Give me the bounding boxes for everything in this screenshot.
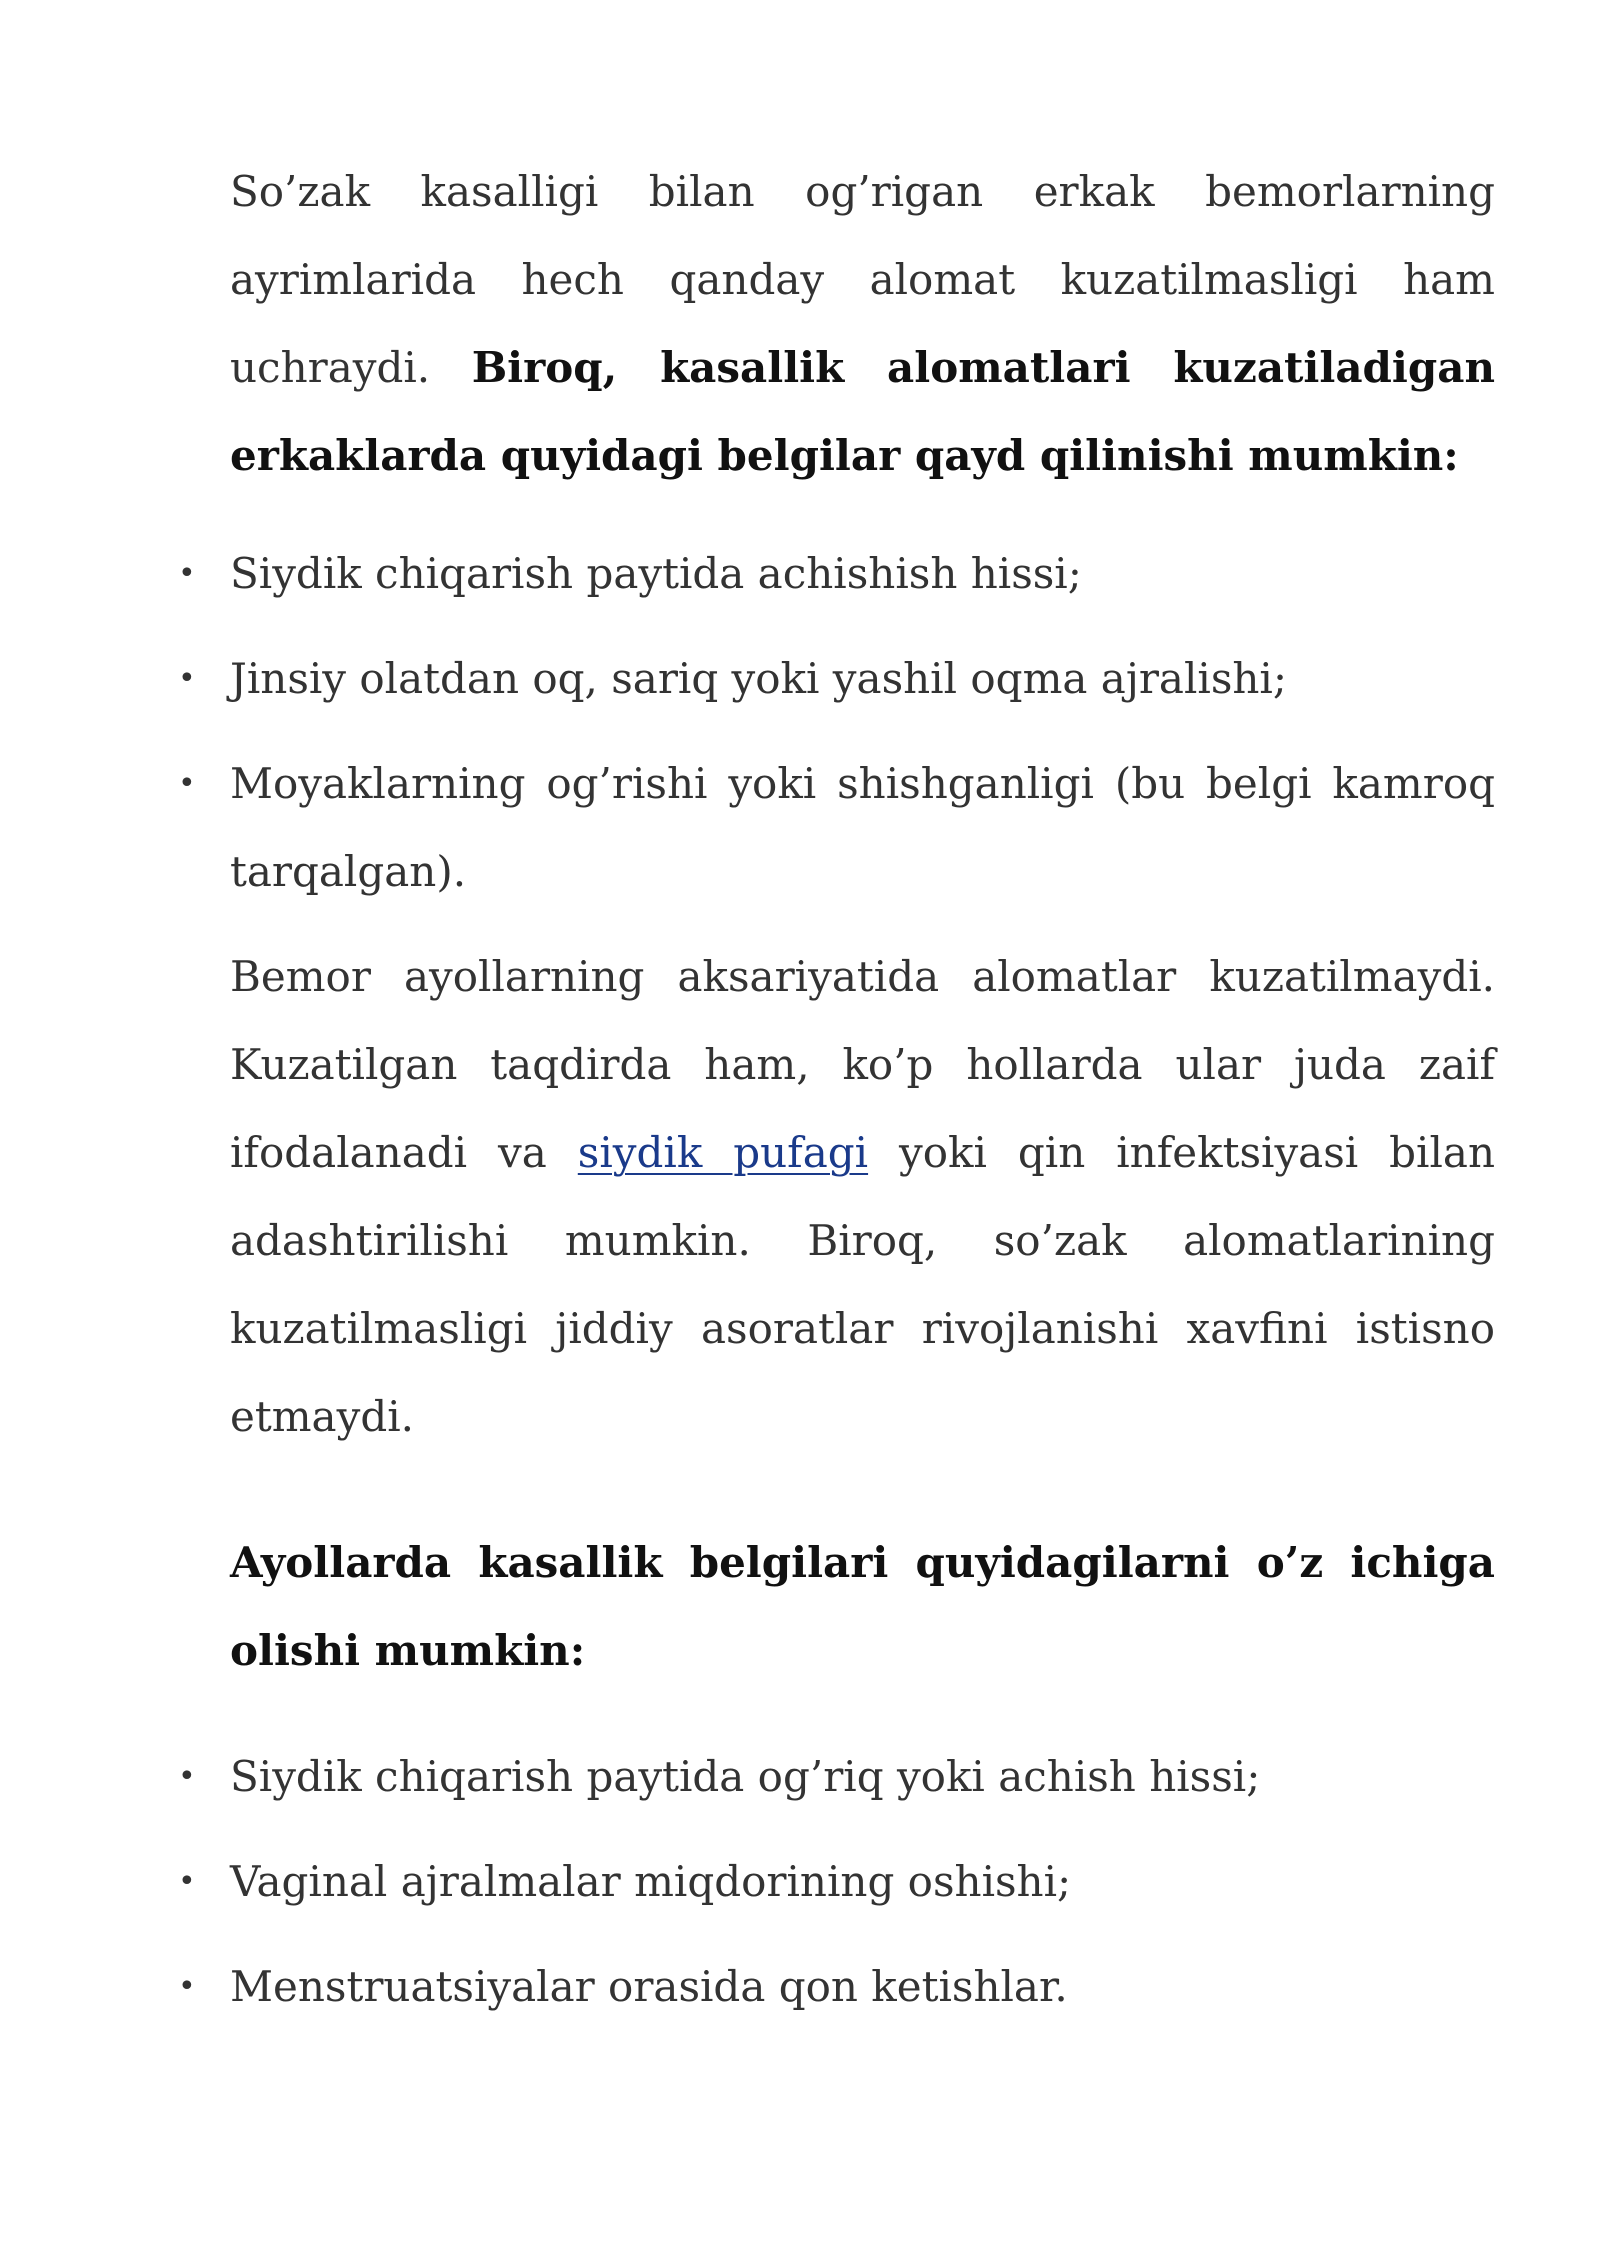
- list-item: [178, 740, 1495, 916]
- intro-text: So’zak kasalligi bilan og’rigan erkak bemorlarning ayrimlarida hech qanday alomat kuzatilmasligi ham uchraydi.: [230, 167, 1495, 392]
- women-intro-paragraph: [230, 933, 1495, 1461]
- list-item: [178, 530, 1495, 618]
- list-item: [178, 635, 1495, 723]
- list-item-text: Jinsiy olatdan oq, sariq yoki yashil oqma ajralishi;: [230, 654, 1288, 703]
- bullet-icon: •: [178, 1969, 196, 2004]
- list-item-text: Siydik chiqarish paytida achishish hissi;: [230, 549, 1082, 598]
- list-item-text: Moyaklarning og’rishi yoki shishganligi (bu belgi kamroq tarqalgan).: [230, 759, 1495, 896]
- bullet-icon: •: [178, 1759, 196, 1794]
- bullet-icon: •: [178, 1864, 196, 1899]
- list-item: [178, 1943, 1495, 2031]
- intro-bold-text: Biroq, kasallik alomatlari kuzatiladigan erkaklarda quyidagi belgilar qayd qilinishi mumkin:: [230, 343, 1495, 480]
- list-item-text: Menstruatsiyalar orasida qon ketishlar.: [230, 1962, 1068, 2011]
- bullet-icon: •: [178, 556, 196, 591]
- bullet-icon: •: [178, 766, 196, 801]
- list-item: [178, 1733, 1495, 1821]
- bladder-link[interactable]: siydik pufagi: [577, 1128, 869, 1177]
- women-intro-text-after: yoki qin infektsiyasi bilan adashtirilishi mumkin. Biroq, so’zak alomatlarining kuzatilmasligi jiddiy asoratlar rivojlanishi xavfini istisno etmaydi.: [230, 1128, 1496, 1441]
- women-symptoms-heading: Ayollarda kasallik belgilari quyidagilarni o’z ichiga olishi mumkin:: [230, 1538, 1495, 1675]
- list-item: [178, 1838, 1495, 1926]
- women-symptoms-list: [178, 1733, 1495, 2031]
- list-item-text: Siydik chiqarish paytida og’riq yoki achish hissi;: [230, 1752, 1261, 1801]
- article-content: [178, 148, 1496, 2048]
- intro-paragraph: [230, 148, 1495, 500]
- bullet-icon: •: [178, 661, 196, 696]
- women-intro-text-before: Bemor ayollarning aksariyatida alomatlar kuzatilmaydi. Kuzatilgan taqdirda ham, ko’p hollarda ular juda zaif ifodalanadi va: [230, 952, 1495, 1177]
- men-symptoms-list: [178, 530, 1495, 916]
- list-item-text: Vaginal ajralmalar miqdorining oshishi;: [230, 1857, 1072, 1906]
